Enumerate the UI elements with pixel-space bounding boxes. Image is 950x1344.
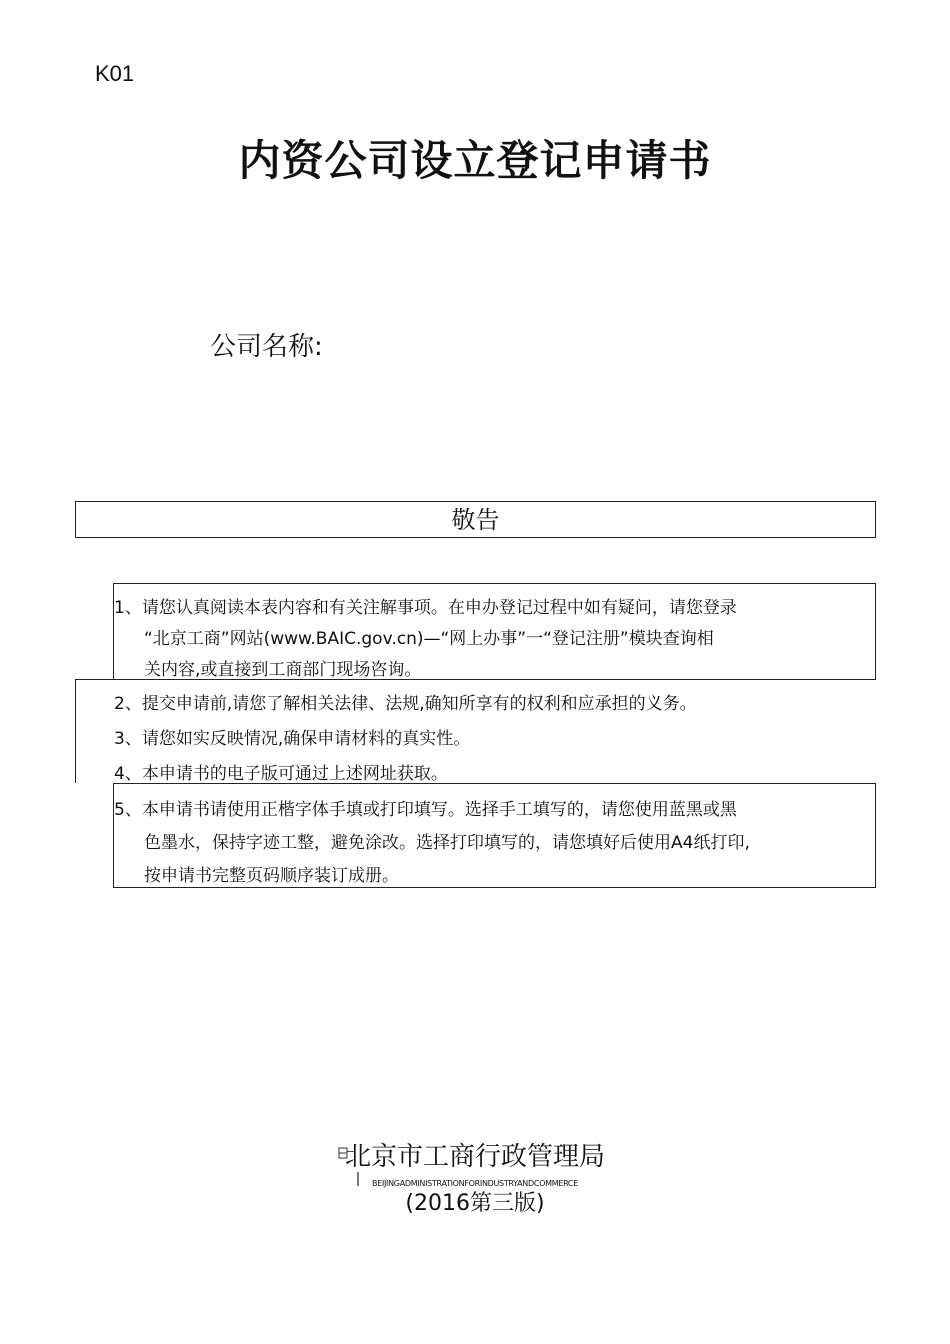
notice-item-4: 4、本申请书的电子版可通过上述网址获取。: [114, 764, 448, 784]
notice-item-5-line-1: 5、本申请书请使用正楷字体手填或打印填写。选择手工填写的，请您使用蓝黑或黑: [114, 800, 737, 820]
notice-item-1-line-3: 关内容,或直接到工商部门现场咨询。: [144, 660, 422, 680]
issuing-organization: 北京市工商行政管理局: [344, 1142, 605, 1172]
notice-item-1-line-1: 1、请您认真阅读本表内容和有关注解事项。在申办登记过程中如有疑问，请您登录: [114, 598, 737, 618]
notice-item-3: 3、请您如实反映情况,确保申请材料的真实性。: [114, 729, 471, 749]
notice-heading: 敬告: [75, 501, 876, 538]
company-name-label: 公司名称:: [210, 332, 323, 362]
issuing-organization-english: BEIJINGADMINISTRATIONFORINDUSTRYANDCOMMERCE: [372, 1179, 578, 1188]
edition-label: (2016第三版): [405, 1191, 545, 1216]
form-code: K01: [95, 61, 135, 86]
page-title: 内资公司设立登记申请书: [238, 136, 712, 185]
notice-item-1-line-2: “北京工商”网站(www.BAIC.gov.cn)—“网上办事”一“登记注册”模块查询相: [144, 629, 714, 649]
notice-item-5-line-3: 按申请书完整页码顺序装订成册。: [144, 866, 399, 886]
notice-item-2: 2、提交申请前,请您了解相关法律、法规,确知所享有的权利和应承担的义务。: [114, 694, 697, 714]
notice-item-5-line-2: 色墨水，保持字迹工整，避免涂改。选择打印填写的，请您填好后使用A4纸打印,: [144, 833, 750, 853]
